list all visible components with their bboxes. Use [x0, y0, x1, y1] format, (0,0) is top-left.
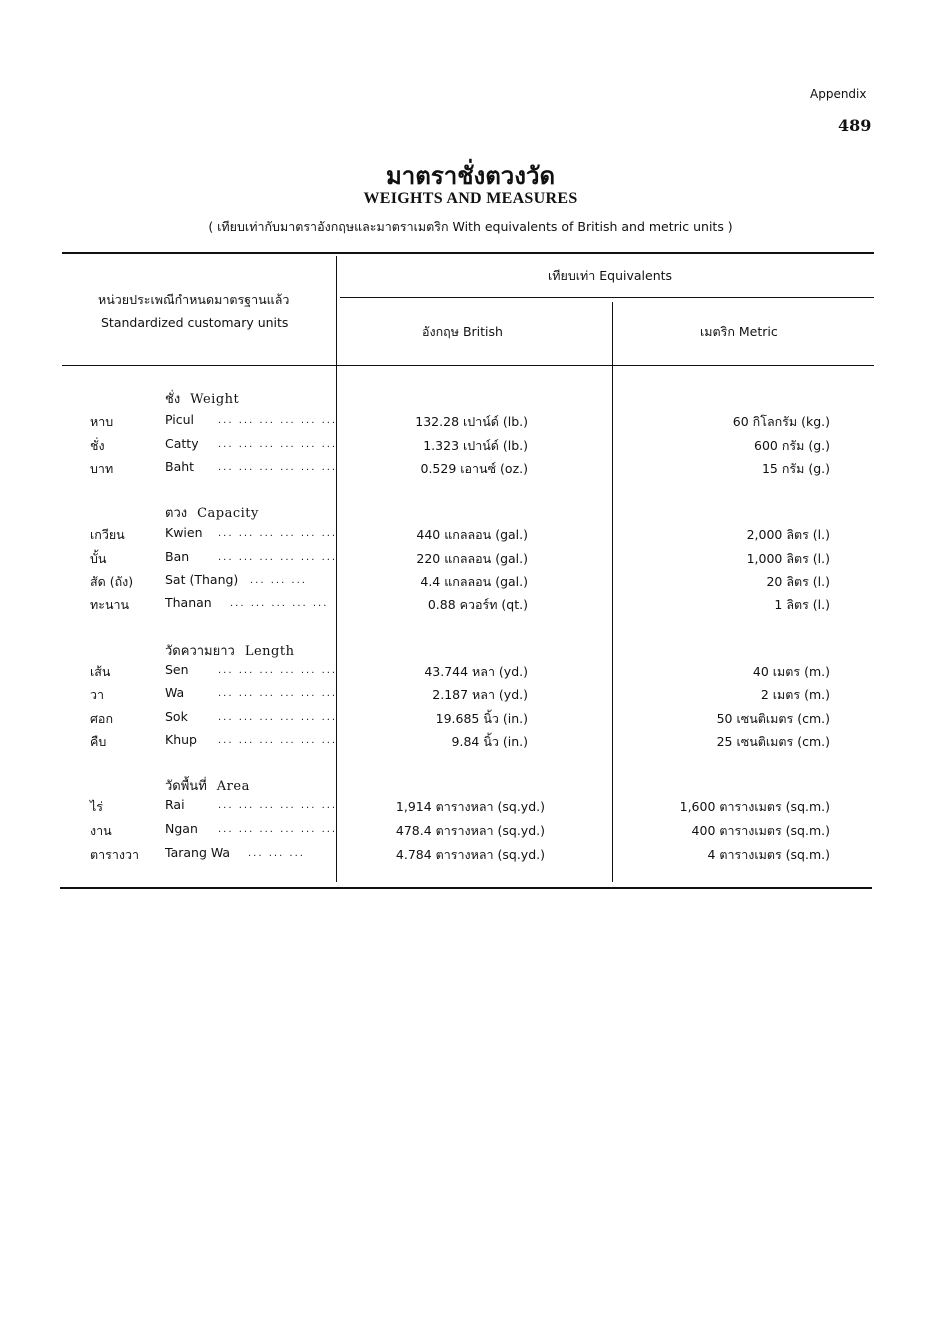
- appendix-label: Appendix: [810, 87, 867, 101]
- header-bottom-rule: [62, 365, 874, 366]
- unit-name: Sen: [165, 662, 189, 677]
- section-title-length: [165, 640, 294, 661]
- units-header: Standardized customary units: [101, 315, 289, 330]
- page-number: 489: [838, 116, 872, 135]
- metric-value: 15 กรัม (g.): [761, 461, 830, 476]
- table-row: [0, 732, 941, 754]
- leader-dots: ... ... ... ... ... ...: [218, 462, 338, 473]
- unit-thai: ชั่ง: [90, 438, 105, 453]
- leader-dots: ... ... ... ... ... ...: [218, 528, 338, 539]
- metric-value: 60 กิโลกรัม (kg.): [732, 414, 830, 429]
- table-row: [0, 685, 941, 707]
- metric-value: 40 เมตร (m.): [752, 664, 830, 679]
- british-value: 4.4 แกลลอน (gal.): [420, 574, 528, 589]
- british-value: 0.529 เอานซ์ (oz.): [420, 461, 528, 476]
- unit-name: Baht: [165, 459, 195, 474]
- metric-value: 25 เซนติเมตร (cm.): [716, 734, 830, 749]
- unit-thai: วา: [90, 687, 105, 702]
- british-value: 478.4 ตารางหลา (sq.yd.): [395, 823, 545, 838]
- table-row: [0, 436, 941, 458]
- table-row: [0, 845, 941, 867]
- page-subtitle: ( เทียบเท่ากับมาตราอังกฤษและมาตราเมตริก With equivalents of British and metric units ): [208, 219, 733, 234]
- page-title: WEIGHTS AND MEASURES: [363, 190, 578, 207]
- section-title-capacity: [165, 502, 259, 523]
- table-row: [0, 662, 941, 684]
- metric-header: เมตริก Metric: [700, 324, 778, 339]
- british-value: 4.784 ตารางหลา (sq.yd.): [395, 847, 545, 862]
- british-value: 220 แกลลอน (gal.): [416, 551, 528, 566]
- leader-dots: ... ... ... ... ... ...: [218, 800, 338, 811]
- unit-thai: เส้น: [90, 664, 111, 679]
- leader-dots: ... ... ... ... ... ...: [218, 439, 338, 450]
- metric-value: 1,600 ตารางเมตร (sq.m.): [679, 799, 830, 814]
- metric-value: 1,000 ลิตร (l.): [746, 551, 830, 566]
- unit-name: Sat (Thang): [165, 572, 239, 587]
- british-value: 132.28 เปาน์ด์ (lb.): [415, 414, 528, 429]
- table-row: [0, 572, 941, 594]
- metric-value: 20 ลิตร (l.): [766, 574, 830, 589]
- unit-thai: งาน: [90, 823, 112, 838]
- units-header-thai: หน่วยประเพณีกำหนดมาตรฐานแล้ว: [98, 292, 290, 307]
- page-title-thai: มาตราชั่งตวงวัด: [385, 161, 556, 190]
- leader-dots: ... ... ... ... ... ...: [218, 735, 338, 746]
- unit-name: Khup: [165, 732, 197, 747]
- unit-name: Catty: [165, 436, 199, 451]
- british-value: 19.685 นิ้ว (in.): [435, 711, 528, 726]
- unit-name: Ban: [165, 549, 190, 564]
- unit-name: Rai: [165, 797, 185, 812]
- unit-name: Thanan: [165, 595, 212, 610]
- unit-thai: หาบ: [90, 414, 114, 429]
- table-top-rule: [62, 252, 874, 254]
- unit-thai: ทะนาน: [90, 597, 130, 612]
- metric-value: 4 ตารางเมตร (sq.m.): [707, 847, 830, 862]
- leader-dots: ... ... ... ... ... ...: [218, 665, 338, 676]
- unit-name: Wa: [165, 685, 185, 700]
- section-title-en: Area: [216, 779, 250, 794]
- equivalents-header: เทียบเท่า Equivalents: [548, 268, 673, 283]
- section-title-thai: ชั่ง: [165, 392, 181, 407]
- british-value: 0.88 ควอร์ท (qt.): [427, 597, 528, 612]
- section-title-area: [165, 775, 250, 796]
- table-row: [0, 821, 941, 843]
- table-row: [0, 525, 941, 547]
- metric-value: 50 เซนติเมตร (cm.): [716, 711, 830, 726]
- table-bottom-rule: [60, 887, 872, 889]
- british-value: 2.187 หลา (yd.): [432, 687, 528, 702]
- leader-dots: ... ... ... ... ... ...: [218, 712, 338, 723]
- unit-name: Kwien: [165, 525, 203, 540]
- table-row: [0, 412, 941, 434]
- unit-thai: เกวียน: [90, 527, 125, 542]
- leader-dots: ... ... ... ... ... ...: [218, 415, 338, 426]
- metric-value: 2,000 ลิตร (l.): [746, 527, 830, 542]
- metric-value: 600 กรัม (g.): [754, 438, 830, 453]
- leader-dots: ... ... ... ... ... ...: [218, 688, 338, 699]
- section-title-en: Capacity: [197, 506, 259, 521]
- unit-thai: ศอก: [90, 711, 114, 726]
- table-row: [0, 549, 941, 571]
- section-title-weight: [165, 388, 239, 409]
- british-value: 43.744 หลา (yd.): [424, 664, 528, 679]
- metric-value: 400 ตารางเมตร (sq.m.): [691, 823, 830, 838]
- unit-thai: ไร่: [90, 799, 104, 814]
- table-row: [0, 709, 941, 731]
- section-title-en: Weight: [190, 392, 240, 407]
- table-row: [0, 459, 941, 481]
- british-value: 1,914 ตารางหลา (sq.yd.): [395, 799, 545, 814]
- section-title-en: Length: [244, 644, 295, 659]
- leader-dots: ... ... ...: [250, 575, 307, 586]
- unit-thai: บั้น: [90, 551, 107, 566]
- british-header: อังกฤษ British: [422, 324, 503, 339]
- unit-thai: คืบ: [90, 734, 107, 749]
- british-value: 9.84 นิ้ว (in.): [451, 734, 528, 749]
- metric-value: 1 ลิตร (l.): [774, 597, 830, 612]
- section-title-thai: วัดพื้นที่: [165, 779, 207, 794]
- section-title-thai: ตวง: [165, 506, 188, 521]
- unit-name: Tarang Wa: [165, 845, 231, 860]
- equivalents-rule: [340, 297, 874, 298]
- table-row: [0, 595, 941, 617]
- british-value: 1.323 เปาน์ด์ (lb.): [423, 438, 528, 453]
- leader-dots: ... ... ... ... ...: [230, 598, 329, 609]
- leader-dots: ... ... ... ... ... ...: [218, 552, 338, 563]
- table-row: [0, 797, 941, 819]
- leader-dots: ... ... ... ... ... ...: [218, 824, 338, 835]
- unit-thai: บาท: [90, 461, 114, 476]
- unit-name: Ngan: [165, 821, 198, 836]
- unit-name: Sok: [165, 709, 188, 724]
- metric-value: 2 เมตร (m.): [760, 687, 830, 702]
- unit-thai: ตารางวา: [90, 847, 140, 862]
- unit-thai: สัด (ถัง): [90, 574, 134, 589]
- unit-name: Picul: [165, 412, 195, 427]
- british-value: 440 แกลลอน (gal.): [416, 527, 528, 542]
- leader-dots: ... ... ...: [248, 848, 305, 859]
- section-title-thai: วัดความยาว: [165, 644, 235, 659]
